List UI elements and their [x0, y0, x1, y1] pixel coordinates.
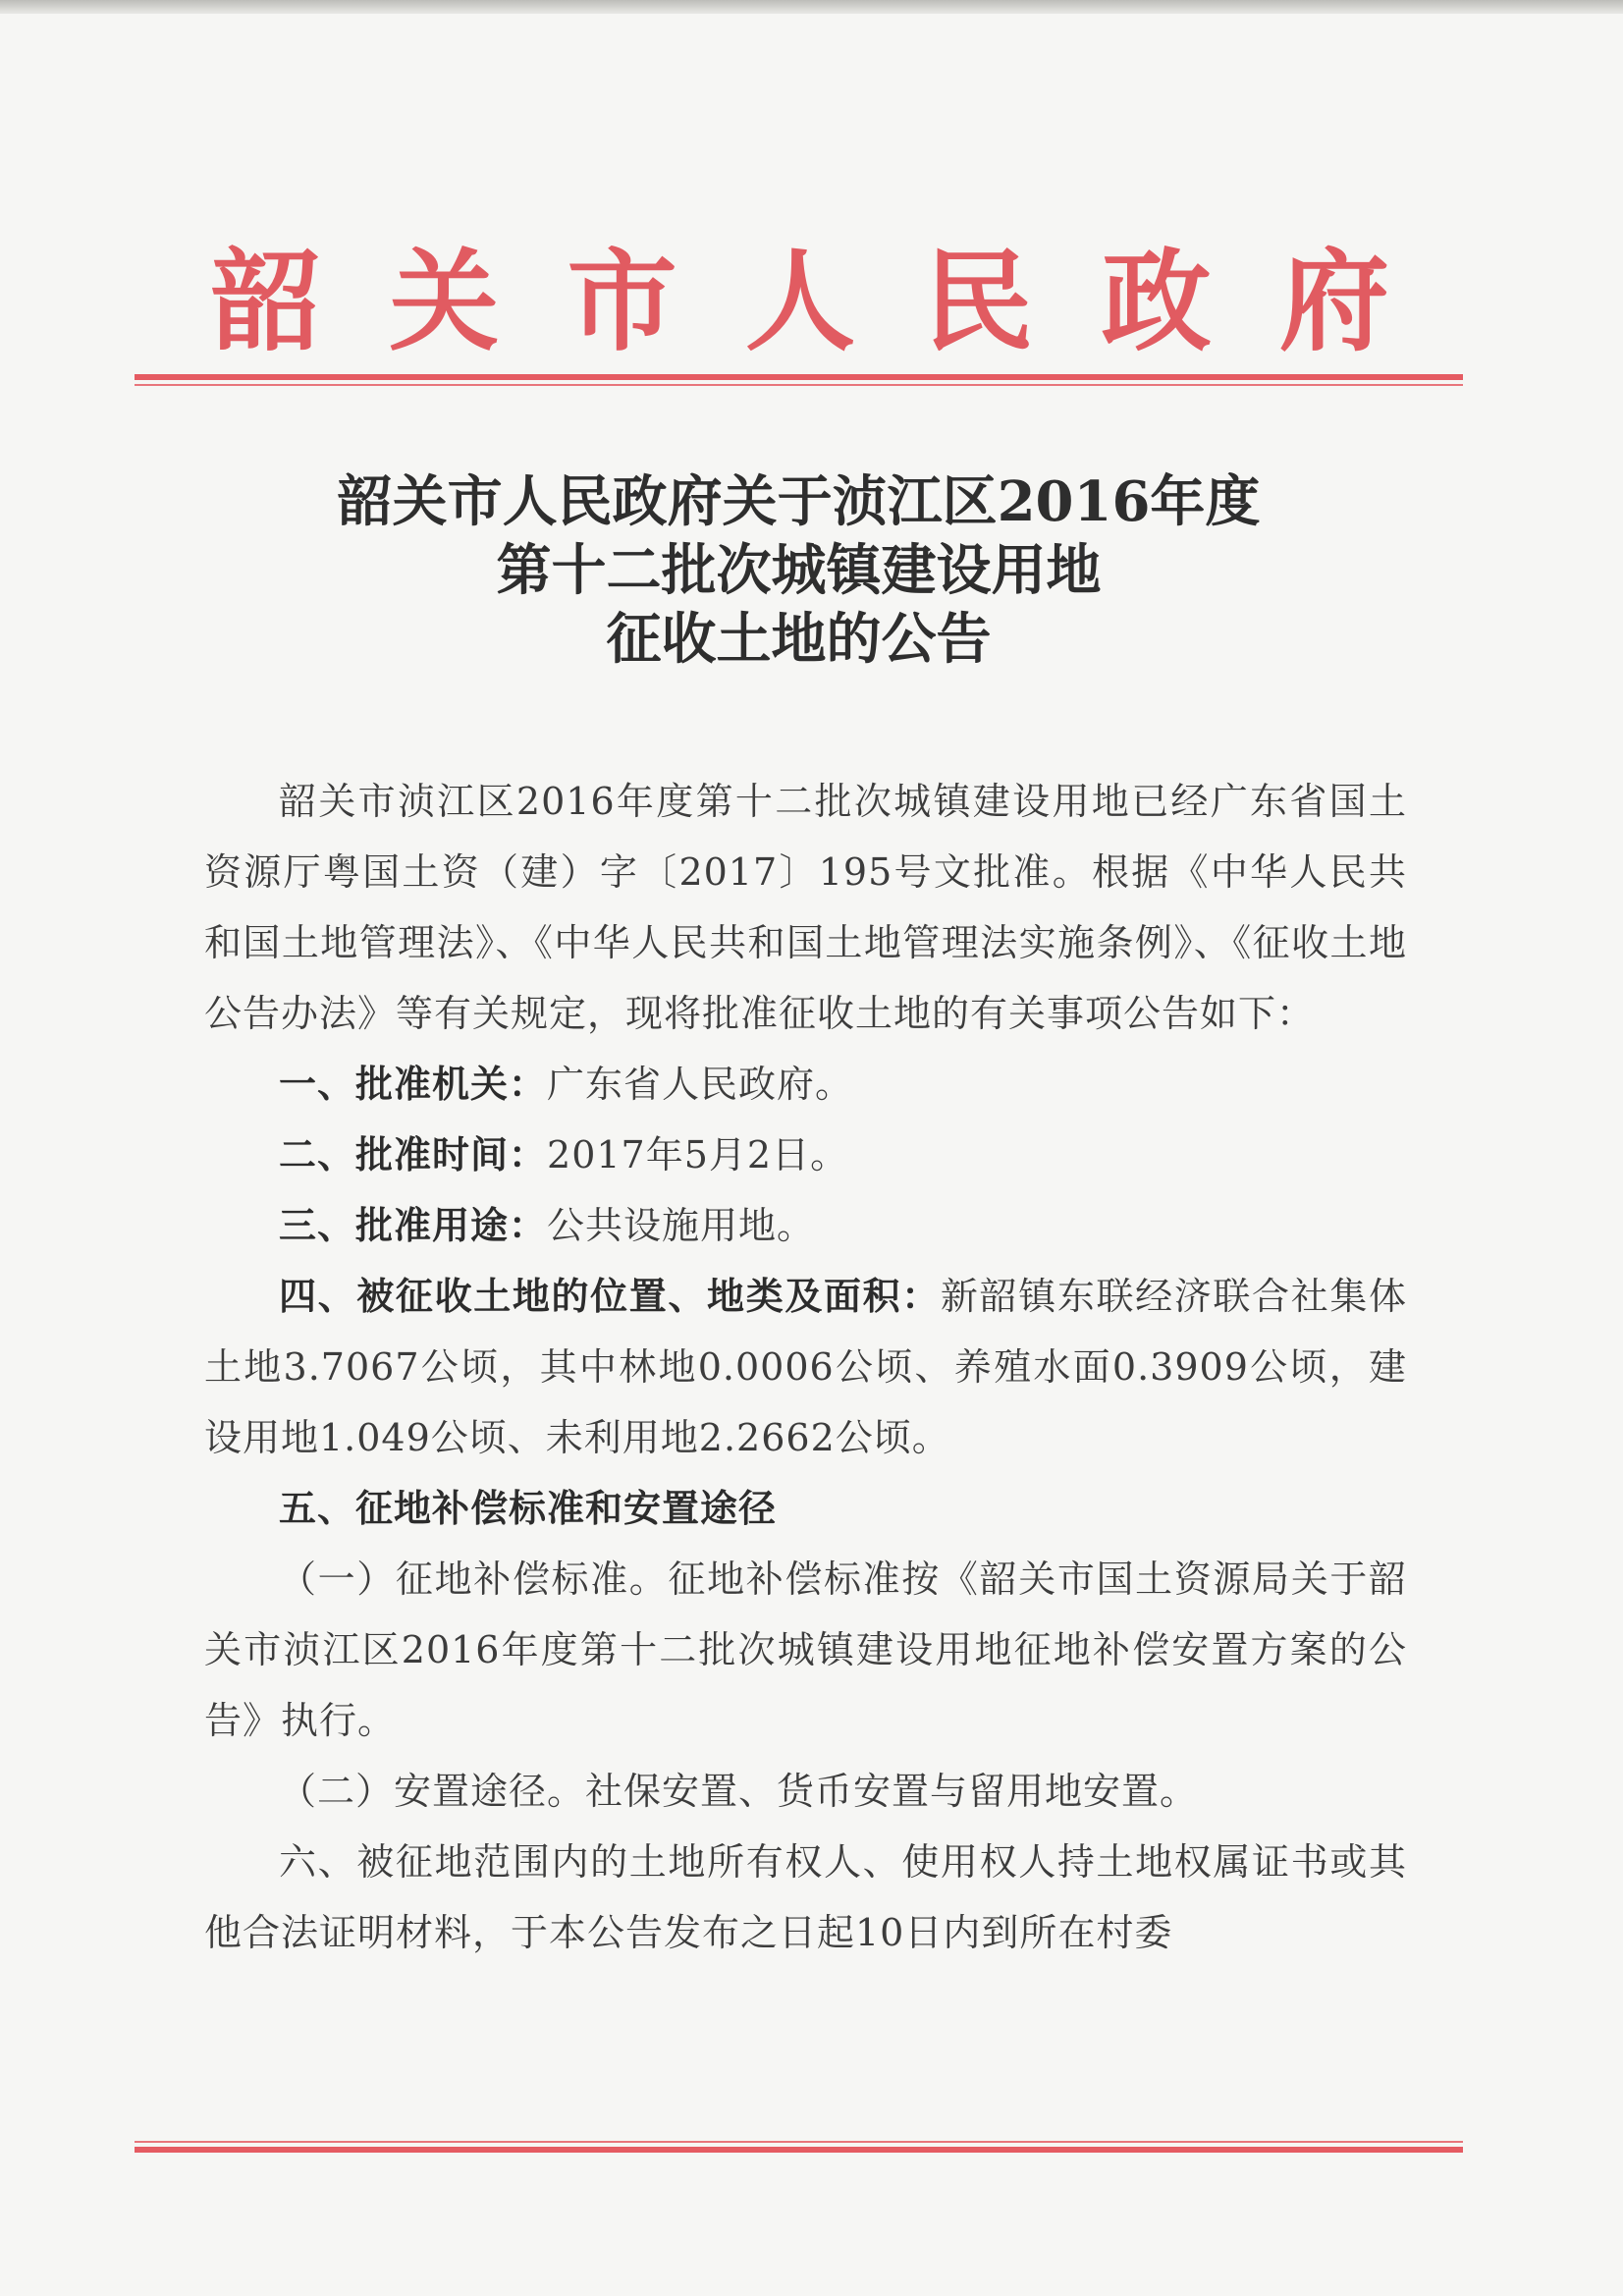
issuer-char: 府: [1278, 238, 1389, 366]
item-value: 新韶镇东联经济联合社集体土地3.7067公顷，其中林地0.0006公顷、养殖水面0.3909公顷，建设用地1.049公顷、未利用地2.2662公顷。: [204, 1275, 1407, 1459]
item-resettlement-route: （二）安置途径。社保安置、货币安置与留用地安置。: [279, 1770, 1199, 1813]
item-approval-authority: [204, 1049, 1407, 1120]
title-line-3: 征收土地的公告: [606, 607, 992, 672]
item-value: 公共设施用地。: [547, 1204, 816, 1247]
item-compensation-standard: （一）征地补偿标准。征地补偿标准按《韶关市国土资源局关于韶关市浈江区2016年度第十二批次城镇建设用地征地补偿安置方案的公告》执行。: [204, 1558, 1407, 1742]
notice-body: [204, 766, 1407, 1968]
item-approval-date: [204, 1120, 1407, 1190]
issuer-char: 市: [567, 238, 677, 366]
title-line-1: 韶关市人民政府关于浈江区2016年度: [337, 469, 1261, 534]
item-approval-use: [204, 1190, 1407, 1261]
item-label: 四、被征收土地的位置、地类及面积：: [279, 1274, 941, 1318]
issuer-header: [211, 234, 1389, 371]
issuer-char: 人: [744, 238, 855, 366]
item-label: 三、批准用途：: [279, 1203, 548, 1247]
footer-red-rule: [135, 2141, 1463, 2157]
item-land-location: [204, 1261, 1407, 1473]
notice-title: [135, 467, 1463, 674]
item-rights-holders: 六、被征地范围内的土地所有权人、使用权人持土地权属证书或其他合法证明材料，于本公告发布之日起10日内到所在村委: [204, 1840, 1407, 1954]
item-compensation-heading: 五、征地补偿标准和安置途径: [279, 1486, 778, 1530]
item-value: 2017年5月2日。: [547, 1133, 849, 1176]
item-value: 广东省人民政府。: [547, 1063, 854, 1106]
issuer-char: 民: [923, 238, 1034, 366]
title-line-2: 第十二批次城镇建设用地: [496, 538, 1102, 603]
item-label: 一、批准机关：: [279, 1062, 548, 1106]
issuer-char: 关: [389, 238, 500, 366]
issuer-char: 政: [1101, 238, 1212, 366]
intro-paragraph: 韶关市浈江区2016年度第十二批次城镇建设用地已经广东省国土资源厅粤国土资（建）字〔2017〕195号文批准。根据《中华人民共和国土地管理法》、《中华人民共和国土地管理法实施条例》、《征收土地公告办法》等有关规定，现将批准征收土地的有关事项公告如下：: [204, 780, 1407, 1035]
item-label: 二、批准时间：: [279, 1132, 548, 1176]
header-red-rule: [135, 374, 1463, 390]
issuer-char: 韶: [211, 238, 321, 366]
